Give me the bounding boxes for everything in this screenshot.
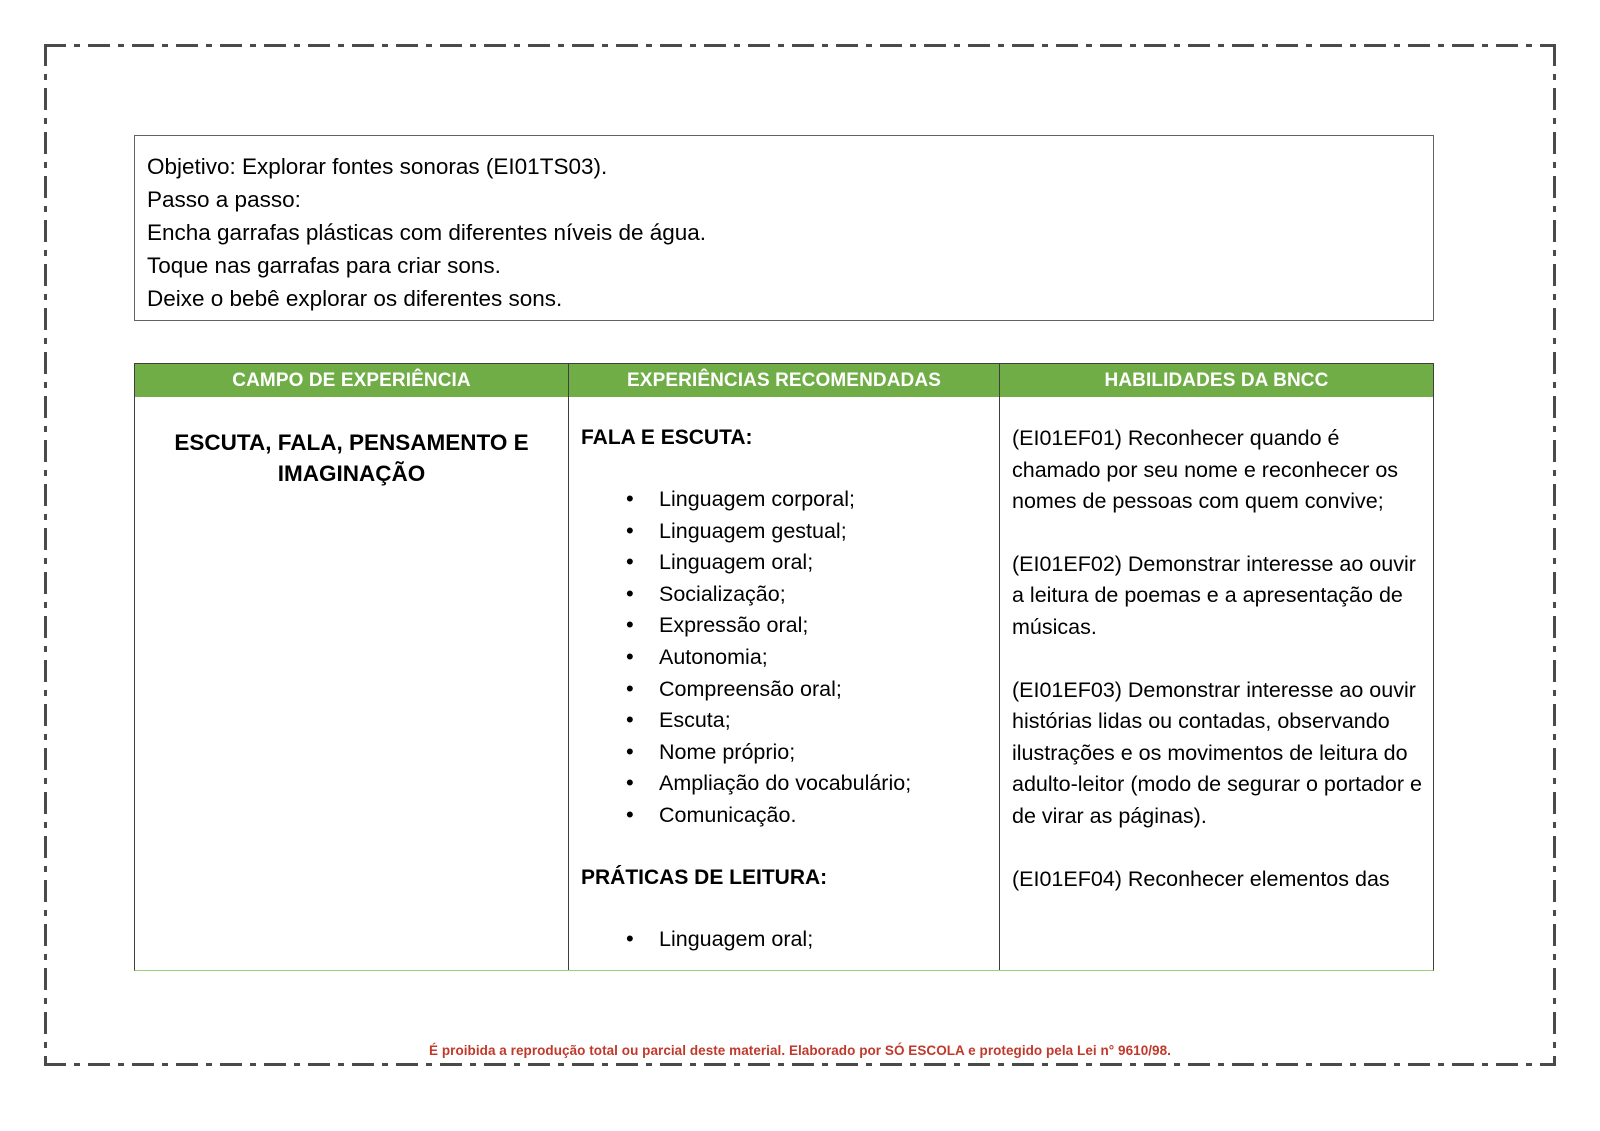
habilidade-ei01ef02: (EI01EF02) Demonstrar interesse ao ouvir a leitura de poemas e a apresentação de músicas. — [1012, 551, 1416, 639]
spacer — [581, 455, 985, 484]
experiencias-section-heading-praticas-de-leitura: PRÁTICAS DE LEITURA: — [581, 865, 828, 889]
cell-habilidades-da-bncc — [1000, 397, 1433, 970]
habilidade-ei01ef03: (EI01EF03) Demonstrar interesse ao ouvir histórias lidas ou contadas, observando ilustrações e os movimentos de leitura do adulto-leitor (modo de segurar o portador e de virar as páginas). — [1012, 677, 1422, 828]
campo-de-experiencia-title: ESCUTA, FALA, PENSAMENTO E IMAGINAÇÃO — [174, 430, 529, 486]
table-header-experiencias-recomendadas: EXPERIÊNCIAS RECOMENDADAS — [569, 364, 1000, 397]
footer-copyright-notice: É proibida a reprodução total ou parcial deste material. Elaborado por SÓ ESCOLA e protegido pela Lei n° 9610/98. — [429, 1043, 1171, 1058]
page-border-bottom — [44, 1063, 1556, 1066]
cell-experiencias-recomendadas — [569, 397, 1000, 970]
list-item: • Linguagem oral; — [581, 547, 985, 579]
list-item: • Compreensão oral; — [581, 674, 985, 706]
list-item: • Comunicação. — [581, 800, 985, 832]
objective-line-5: Deixe o bebê explorar os diferentes sons. — [147, 286, 563, 311]
cell-campo-de-experiencia — [135, 397, 569, 970]
objective-line-4: Toque nas garrafas para criar sons. — [147, 253, 501, 278]
habilidade-ei01ef01: (EI01EF01) Reconhecer quando é chamado por seu nome e reconhecer os nomes de pessoas com quem convive; — [1012, 426, 1399, 514]
objective-line-1: Objetivo: Explorar fontes sonoras (EI01TS03). — [147, 154, 608, 179]
table-body-row — [135, 397, 1433, 970]
page-border-right — [1553, 44, 1556, 1066]
table-header-habilidades-da-bncc: HABILIDADES DA BNCC — [1104, 369, 1329, 391]
page-border-top — [44, 44, 1556, 47]
list-item: • Escuta; — [581, 705, 985, 737]
page-border-left — [44, 44, 47, 1066]
list-item: • Nome próprio; — [581, 737, 985, 769]
list-item: • Linguagem oral; — [581, 924, 985, 956]
list-item: • Linguagem corporal; — [581, 484, 985, 516]
list-item: • Socialização; — [581, 579, 985, 611]
list-item: • Ampliação do vocabulário; — [581, 768, 985, 800]
table-header-campo-de-experiencia: CAMPO DE EXPERIÊNCIA — [135, 364, 569, 397]
habilidade-ei01ef04: (EI01EF04) Reconhecer elementos das — [1012, 866, 1390, 891]
list-item: • Expressão oral; — [581, 610, 985, 642]
experiencias-list-praticas-de-leitura — [581, 924, 985, 956]
table-header-row — [135, 364, 1433, 397]
objective-line-2: Passo a passo: — [147, 187, 301, 212]
experiencias-section-heading-fala-e-escuta: FALA E ESCUTA: — [581, 426, 753, 449]
experiencias-list-fala-e-escuta — [581, 484, 985, 832]
objective-box — [134, 135, 1434, 321]
spacer — [581, 895, 985, 924]
list-item: • Linguagem gestual; — [581, 516, 985, 548]
list-item: • Autonomia; — [581, 642, 985, 674]
spacer — [581, 832, 985, 863]
bncc-table — [134, 363, 1434, 971]
objective-line-3: Encha garrafas plásticas com diferentes níveis de água. — [147, 220, 707, 245]
